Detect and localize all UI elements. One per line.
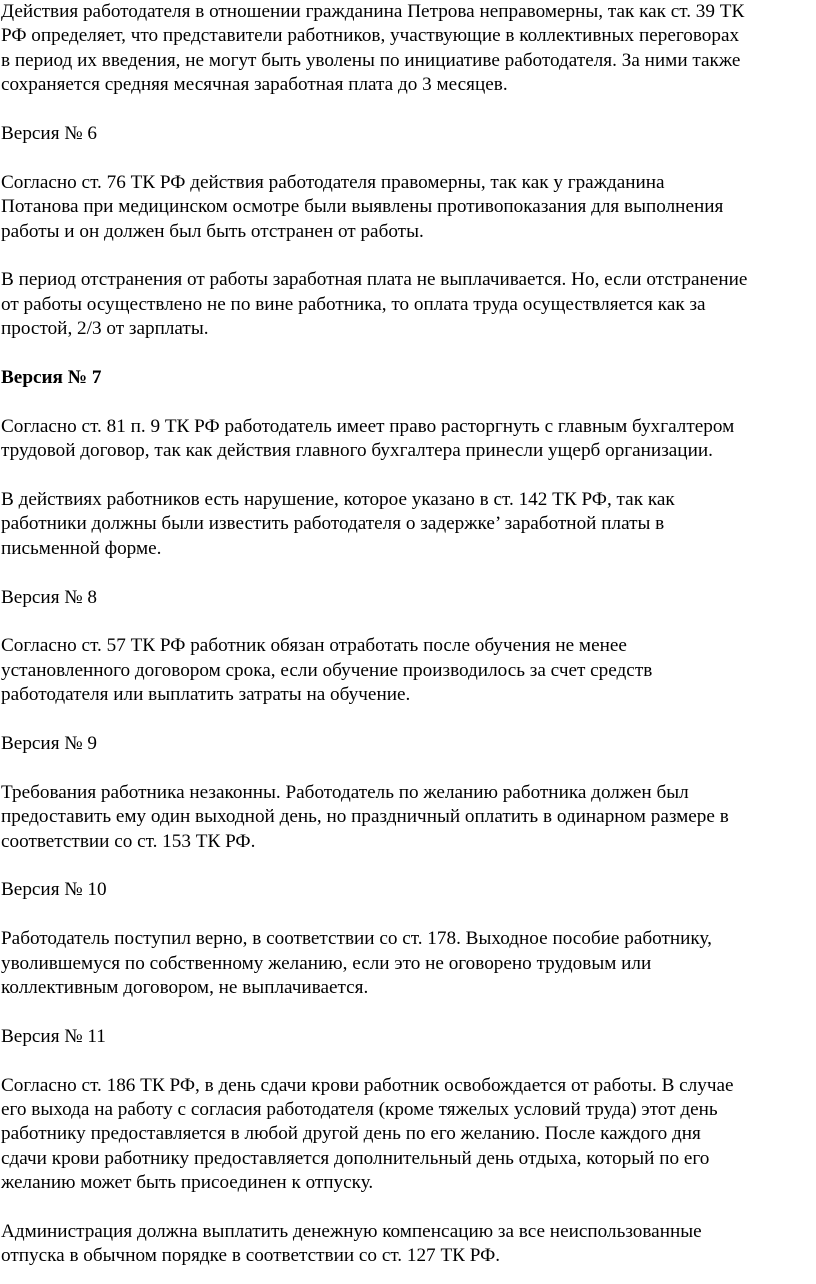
paragraph-gap — [1, 903, 816, 927]
paragraph-holiday: Требования работника незаконны. Работодатель по желанию работника должен был предоставить ему один выходной день, но праздничный оплатить в одинарном размере в соответствии со ст. 153 ТК РФ. — [1, 781, 729, 852]
paragraph-gap — [1, 1049, 816, 1073]
paragraph-salary-delay: В действиях работников есть нарушение, которое указано в ст. 142 ТК РФ, так как работники должны были известить работодателя о задержке’ заработной платы в письменной форме. — [1, 489, 675, 559]
paragraph-chief-accountant: Согласно ст. 81 п. 9 ТК РФ работодатель имеет право расторгнуть с главным бухгалтером трудовой договор, так как действия главного бухгалтера принесли ущерб организации. — [1, 415, 735, 462]
paragraph-gap — [1, 342, 816, 366]
paragraph-gap — [1, 610, 816, 634]
version-6-heading: Версия № 6 — [1, 123, 98, 145]
paragraph-gap — [1, 390, 816, 414]
paragraph-gap — [1, 98, 816, 122]
paragraph-gap — [1, 1196, 816, 1220]
version-11-heading: Версия № 11 — [1, 1025, 106, 1047]
version-7-heading: Версия № 7 — [1, 367, 102, 389]
paragraph-gap — [1, 854, 816, 878]
paragraph-gap — [1, 708, 816, 732]
paragraph-vacation-compensation: Администрация должна выплатить денежную компенсацию за все неиспользованные отпуска в обычном порядке в соответствии со ст. 127 ТК РФ. — [1, 1221, 702, 1267]
paragraph-petrov: Действия работодателя в отношении гражданина Петрова неправомерны, так как ст. 39 ТК РФ определяет, что представители работников, участвующие в коллективных переговорах в период их введения, не могут быть уволены по инициативе работодателя. За ними также сохраняется средняя месячная заработная плата до 3 месяцев. — [1, 1, 745, 96]
paragraph-severance: Работодатель поступил верно, в соответствии со ст. 178. Выходное пособие работнику, уволившемуся по собственному желанию, если это не оговорено трудовым или коллективным договором, не выплачивается. — [1, 928, 712, 999]
paragraph-gap — [1, 244, 816, 268]
paragraph-suspension-pay: В период отстранения от работы заработная плата не выплачивается. Но, если отстранение от работы осуществлено не по вине работника, то оплата труда осуществляется как за простой, 2/3 от зарплаты. — [1, 269, 748, 340]
paragraph-gap — [1, 561, 816, 585]
version-9-heading: Версия № 9 — [1, 733, 98, 755]
paragraph-gap — [1, 464, 816, 488]
paragraph-training: Согласно ст. 57 ТК РФ работник обязан отработать после обучения не менее установленного договором срока, если обучение производилось за счет средств работодателя или выплатить затраты на обучение. — [1, 635, 653, 706]
paragraph-potanov: Согласно ст. 76 ТК РФ действия работодателя правомерны, так как у гражданина Потанова при медицинском осмотре были выявлены противопоказания для выполнения работы и он должен был быть отстранен от работы. — [1, 171, 724, 242]
paragraph-gap — [1, 146, 816, 170]
version-8-heading: Версия № 8 — [1, 586, 98, 608]
paragraph-gap — [1, 1000, 816, 1024]
paragraph-gap — [1, 756, 816, 780]
version-10-heading: Версия № 10 — [1, 879, 107, 901]
paragraph-blood-donation: Согласно ст. 186 ТК РФ, в день сдачи крови работник освобождается от работы. В случае его выхода на работу с согласия работодателя (кроме тяжелых условий труда) этот день работнику предоставляется в любой другой день по его желанию. После каждого дня сдачи крови работнику предоставляется дополнительный день отдыха, который по его желанию может быть присоединен к отпуску. — [1, 1074, 734, 1194]
